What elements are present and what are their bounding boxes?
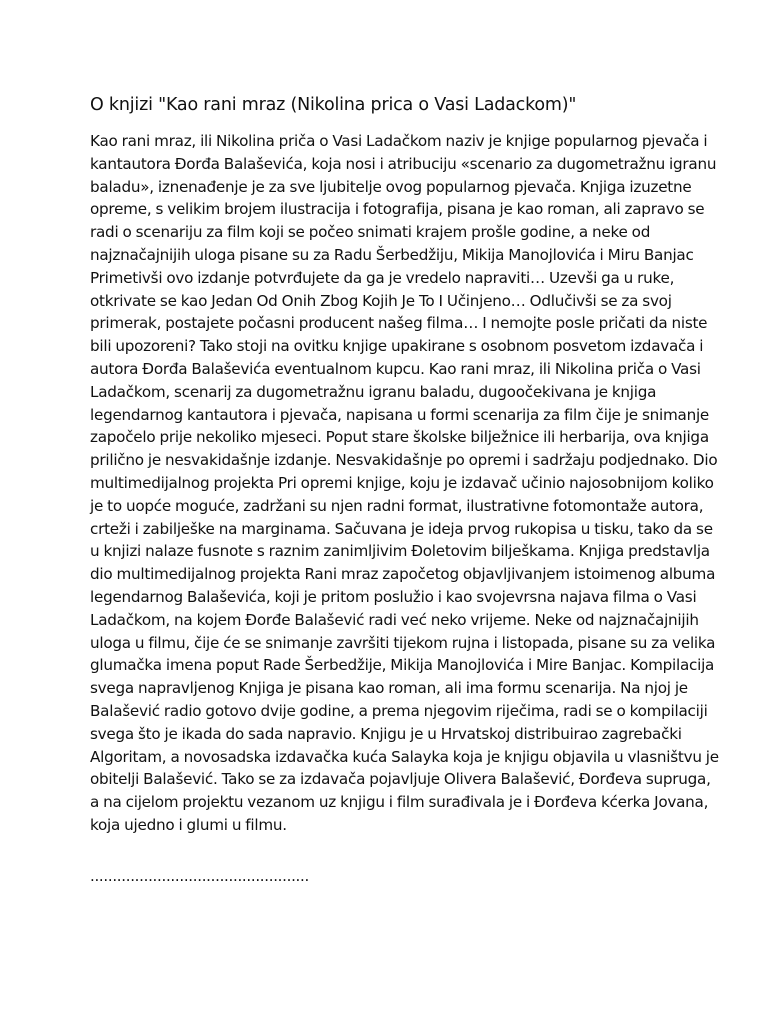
trailing-dotted-line: ................................................. xyxy=(90,867,309,885)
document-body-paragraph: Kao rani mraz, ili Nikolina priča o Vasi Ladačkom naziv je knjige popularnog pjevača i kantautora Đorđa Balaševića, koja nosi i atribuciju «scenario za dugometražnu igranu baladu», iznenađenje je za sve ljubitelje ovog popularnog pjevača. Knjiga izuzetne opreme, s velikim brojem ilustracija i fotografija, pisana je kao roman, ali zapravo se radi o scenariju za film koji se počeo snimati krajem prošle godine, a neke od najznačajnijih uloga pisane su za Radu Šerbedžiju, Mikija Manojlovića i Miru Banjac Primetivši ovo izdanje potvrđujete da ga je vredelo napraviti… Uzevši ga u ruke, otkrivate se kao Jedan Od Onih Zbog Kojih Je To I Učinjeno… Odlučivši se za svoj primerak, postajete počasni producent našeg filma… I nemojte posle pričati da niste bili upozoreni? Tako stoji na ovitku knjige upakirane s osobnom posvetom izdavača i autora Đorđa Balaševića eventualnom kupcu. Kao rani mraz, ili Nikolina priča o Vasi Ladačkom, scenarij za dugometražnu igranu baladu, dugoočekivana je knjiga legendarnog kantautora i pjevača, napisana u formi scenarija za film čije je snimanje započelo prije nekoliko mjeseci. Poput stare školske bilježnice ili herbarija, ova knjiga prilično je nesvakidašnje izdanje. Nesvakidašnje po opremi i sadržaju podjednako. Dio multimedijalnog projekta Pri opremi knjige, koju je izdavač učinio najosobnijom koliko je to uopće moguće, zadržani su njen radni format, ilustrativne fotomontaže autora, crteži i zabilješke na marginama. Sačuvana je ideja prvog rukopisa u tisku, tako da se u knjizi nalaze fusnote s raznim zanimljivim Đoletovim bilješkama. Knjiga predstavlja dio multimedijalnog projekta Rani mraz započetog objavljivanjem istoimenog albuma legendarnog Balaševića, koji je pritom poslužio i kao svojevrsna najava filma o Vasi Ladačkom, na kojem Đorđe Balašević radi već neko vrijeme. Neke od najznačajnijih uloga u filmu, čije će se snimanje završiti tijekom rujna i listopada, pisane su za velika glumačka imena poput Rade Šerbedžije, Mikija Manojlovića i Mire Banjac. Kompilacija svega napravljenog Knjiga je pisana kao roman, ali ima formu scenarija. Na njoj je Balašević radio gotovo dvije godine, a prema njegovim riječima, radi se o kompilaciji svega što je ikada do sada napravio. Knjigu je u Hrvatskoj distribuirao zagrebački Algoritam, a novosadska izdavačka kuća Salayka koja je knjigu objavila u vlasništvu je obitelji Balašević. Tako se za izdavača pojavljuje Olivera Balašević, Đorđeva supruga, a na cijelom projektu vezanom uz knjigu i film surađivala je i Đorđeva kćerka Jovana, koja ujedno i glumi u filmu. xyxy=(90,132,719,834)
document-title: O knjizi "Kao rani mraz (Nikolina prica o Vasi Ladackom)" xyxy=(90,95,577,115)
